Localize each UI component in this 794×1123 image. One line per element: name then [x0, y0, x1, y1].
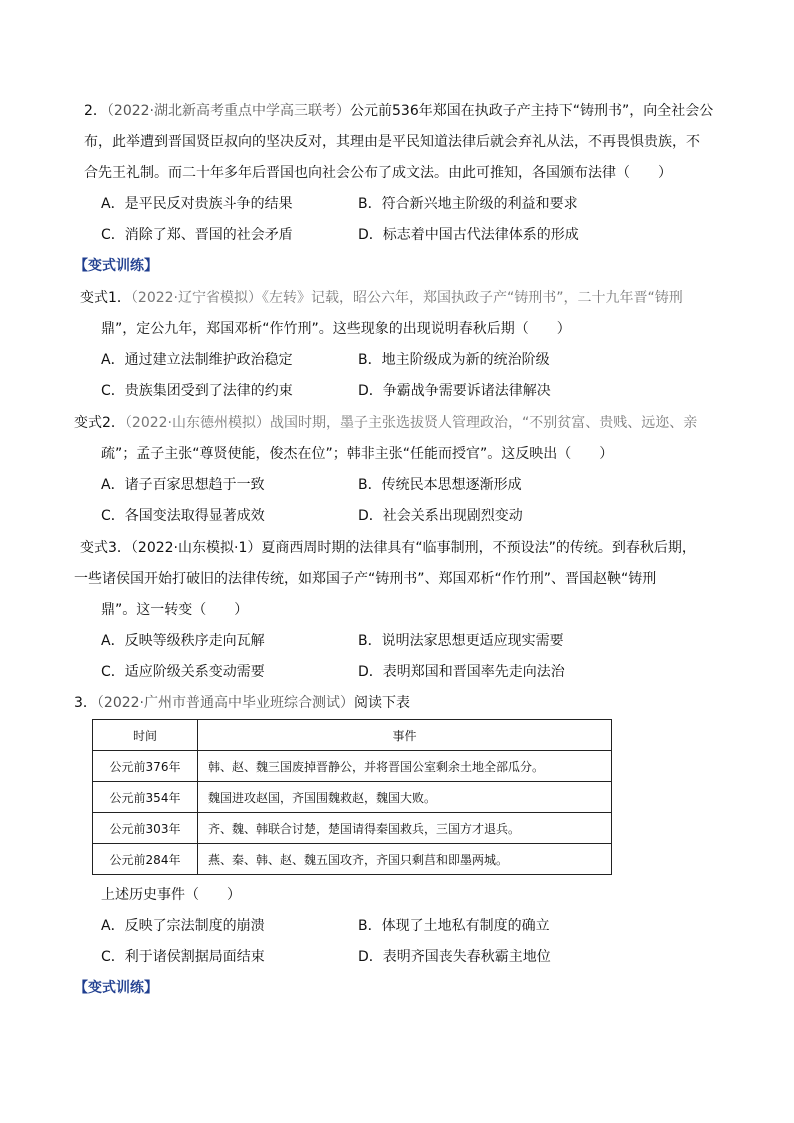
table-row — [93, 751, 612, 782]
table-header-time: 时间 — [93, 720, 198, 751]
question-number: 3． — [74, 695, 97, 711]
variant-text: （2022·山东德州模拟）战国时期，墨子主张选拔贤人管理政治，“不别贫富、贵贱、远迩、亲 — [124, 415, 698, 431]
table-cell-time: 公元前354年 — [93, 782, 198, 813]
variant-2-line-1 — [74, 414, 697, 432]
question-source: （2022·湖北新高考重点中学高三联考） — [106, 103, 351, 119]
variant-3-line-1 — [80, 539, 696, 557]
practice-heading: 【变式训练】 — [74, 980, 158, 996]
question-2-line-2: 布，此举遭到晋国贤臣叔向的坚决反对，其理由是平民知道法律后就会弃礼从法，不再畏惧贵族，不 — [84, 134, 700, 150]
table-row — [93, 813, 612, 844]
table-header-row — [93, 720, 612, 751]
option-d: D．争霸战争需要诉诸法律解决 — [358, 383, 551, 399]
table-cell-time: 公元前284年 — [93, 844, 198, 875]
table-cell-event: 韩、赵、魏三国废掉晋静公，并将晋国公室剩余土地全部瓜分。 — [198, 751, 612, 782]
question-text: 公元前536年郑国在执政子产主持下“铸刑书”，向全社会公 — [350, 103, 714, 119]
variant-2-line-2: 疏”；孟子主张“尊贤使能，俊杰在位”；韩非主张“任能而授官”。这反映出（ ） — [101, 446, 614, 462]
option-b: B．传统民本思想逐渐形成 — [358, 477, 522, 493]
variant-1-line-2: 鼎”，定公九年，郑国邓析“作竹刑”。这些现象的出现说明春秋后期（ ） — [101, 321, 571, 337]
table-row — [93, 782, 612, 813]
option-b: B．符合新兴地主阶级的利益和要求 — [358, 196, 578, 212]
option-a: A．通过建立法制维护政治稳定 — [101, 352, 293, 368]
variant-prefix: 变式2． — [74, 415, 125, 431]
question-2-line-3: 合先王礼制。而二十年多年后晋国也向社会公布了成文法。由此可推知，各国颁布法律（ ） — [84, 165, 672, 181]
question-3-line-1 — [74, 694, 410, 712]
option-a: A．是平民反对贵族斗争的结果 — [101, 196, 293, 212]
practice-heading: 【变式训练】 — [74, 258, 158, 274]
question-number: 2． — [84, 103, 107, 119]
option-a: A．反映了宗法制度的崩溃 — [101, 918, 265, 934]
table-cell-event: 齐、魏、韩联合讨楚，楚国请得秦国救兵，三国方才退兵。 — [198, 813, 612, 844]
variant-1-line-1 — [80, 289, 683, 307]
question-3-stem: 上述历史事件（ ） — [101, 887, 241, 903]
table-cell-event: 燕、秦、韩、赵、魏五国攻齐，齐国只剩莒和即墨两城。 — [198, 844, 612, 875]
option-a: A．诸子百家思想趋于一致 — [101, 477, 265, 493]
option-c: C．适应阶级关系变动需要 — [101, 664, 265, 680]
option-d: D．标志着中国古代法律体系的形成 — [358, 227, 579, 243]
table-header-event: 事件 — [198, 720, 612, 751]
variant-text: （2022·辽宁省模拟）《左转》记载，昭公六年，郑国执政子产“铸刑书”，二十九年晋“铸刑 — [130, 290, 683, 306]
option-d: D．表明郑国和晋国率先走向法治 — [358, 664, 565, 680]
table-row — [93, 844, 612, 875]
option-b: B．地主阶级成为新的统治阶级 — [358, 352, 550, 368]
option-b: B．说明法家思想更适应现实需要 — [358, 633, 564, 649]
option-c: C．消除了郑、晋国的社会矛盾 — [101, 227, 293, 243]
variant-text: （2022·山东模拟·1）夏商西周时期的法律具有“临事制刑，不预设法”的传统。到春秋后期， — [130, 540, 696, 556]
option-d: D．表明齐国丧失春秋霸主地位 — [358, 949, 551, 965]
variant-3-line-3: 鼎”。这一转变（ ） — [101, 602, 249, 618]
option-d: D．社会关系出现剧烈变动 — [358, 508, 523, 524]
question-source: （2022·广州市普通高中毕业班综合测试） — [96, 695, 354, 711]
question-2-line-1 — [84, 102, 713, 120]
table-cell-time: 公元前376年 — [93, 751, 198, 782]
events-table — [92, 719, 612, 875]
question-intro: 阅读下表 — [354, 695, 410, 711]
table-cell-time: 公元前303年 — [93, 813, 198, 844]
variant-prefix: 变式3． — [80, 540, 131, 556]
table-cell-event: 魏国进攻赵国，齐国围魏救赵，魏国大败。 — [198, 782, 612, 813]
variant-3-line-2: 一些诸侯国开始打破旧的法律传统，如郑国子产“铸刑书”、郑国邓析“作竹刑”、晋国赵鞅“铸刑 — [74, 571, 657, 587]
variant-prefix: 变式1． — [80, 290, 131, 306]
option-c: C．各国变法取得显著成效 — [101, 508, 265, 524]
option-c: C．贵族集团受到了法律的约束 — [101, 383, 293, 399]
option-a: A．反映等级秩序走向瓦解 — [101, 633, 265, 649]
option-b: B．体现了土地私有制度的确立 — [358, 918, 550, 934]
option-c: C．利于诸侯割据局面结束 — [101, 949, 265, 965]
